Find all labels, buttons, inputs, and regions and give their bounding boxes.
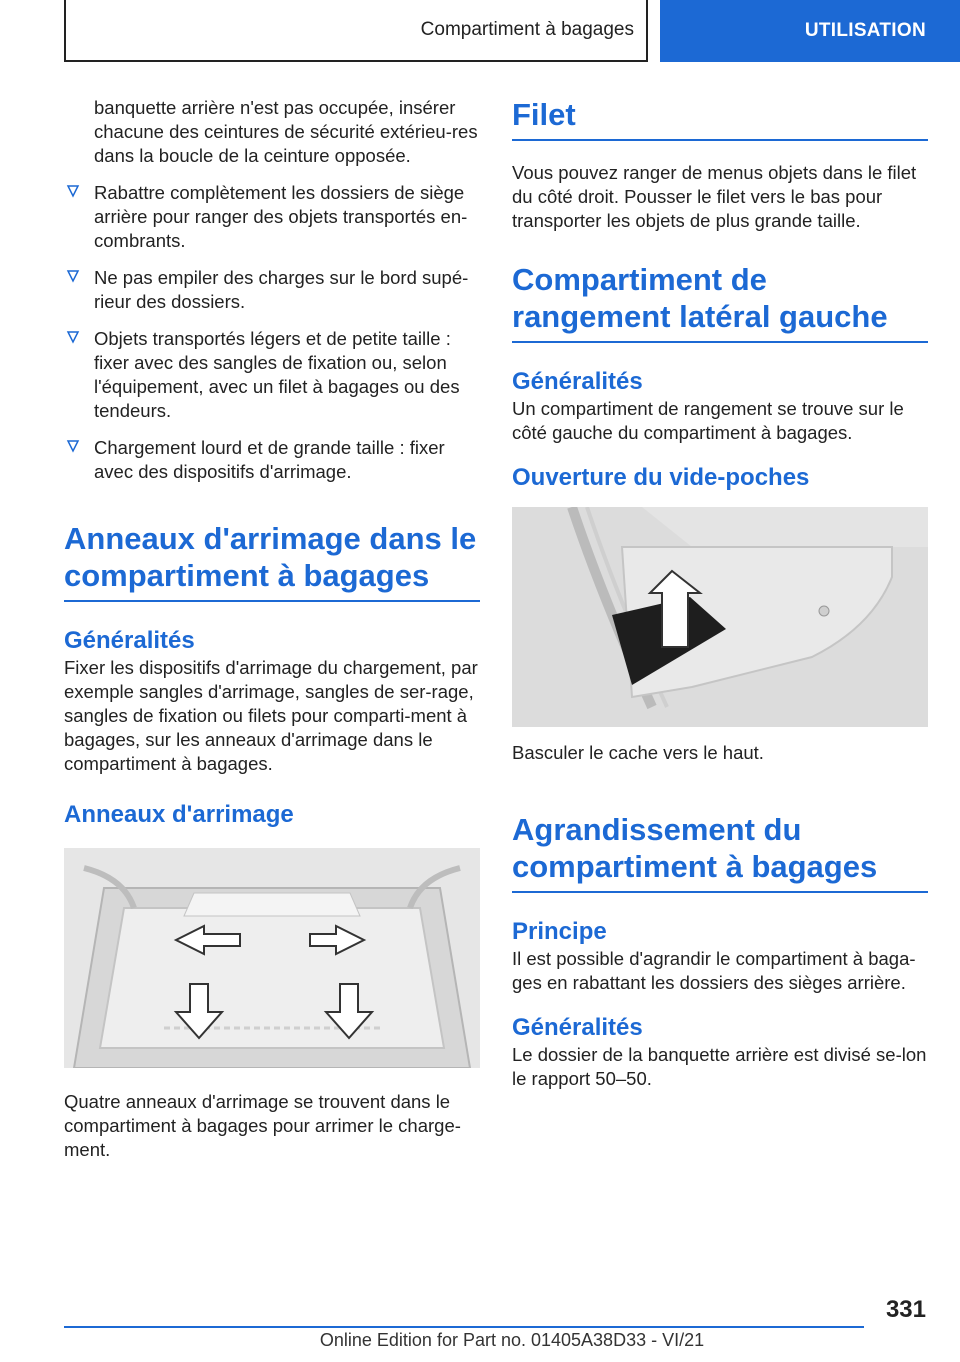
chapter-tab-label: UTILISATION <box>804 20 926 41</box>
list-item <box>64 181 480 253</box>
list-item-text: Ne pas empiler des charges sur le bord supé-rieur des dossiers. <box>94 267 469 312</box>
chapter-tab[interactable] <box>660 0 960 62</box>
trunk-illustration <box>64 848 480 1068</box>
left-column <box>64 96 480 1162</box>
subheading-generalites: Généralités <box>512 368 643 395</box>
triangle-bullet-icon <box>66 269 80 283</box>
subheading-generalites: Généralités <box>64 627 195 654</box>
intro-continuation: banquette arrière n'est pas occupée, insérer chacune des ceintures de sécurité extérieu-res dans la boucle de la ceinture opposée. <box>94 97 478 166</box>
ouverture-caption: Basculer le cache vers le haut. <box>512 742 764 763</box>
storage-compartment-figure <box>512 507 928 727</box>
subheading-anneaux: Anneaux d'arrimage <box>64 801 294 828</box>
page-number: 331 <box>885 1296 926 1323</box>
storage-illustration <box>512 507 928 727</box>
subheading-ouverture: Ouverture du vide-poches <box>512 464 810 491</box>
header-section-title-box <box>64 0 648 62</box>
right-column <box>512 96 928 1091</box>
triangle-bullet-icon <box>66 184 80 198</box>
list-item-text: Rabattre complètement les dossiers de siège arrière pour ranger des objets transportés en-combrants. <box>94 182 468 251</box>
list-item <box>64 266 480 314</box>
section-heading-agrandissement: Agrandissement du compartiment à bagages <box>512 811 928 893</box>
triangle-bullet-icon <box>66 330 80 344</box>
header-section-title: Compartiment à bagages <box>420 19 634 40</box>
list-item <box>64 327 480 423</box>
subheading-principe: Principe <box>512 918 607 945</box>
list-item <box>64 436 480 484</box>
principe-text: Il est possible d'agrandir le compartiment à baga-ges en rabattant les dossiers des sièges arrière. <box>512 948 916 993</box>
subheading-generalites-2: Généralités <box>512 1014 643 1041</box>
section-heading-filet: Filet <box>512 96 928 141</box>
generalites2-text: Le dossier de la banquette arrière est divisé se-lon le rapport 50–50. <box>512 1044 927 1089</box>
filet-text: Vous pouvez ranger de menus objets dans le filet du côté droit. Pousser le filet vers le bas pour transporter les objets de plus grande taille. <box>512 162 917 231</box>
generalites-text: Fixer les dispositifs d'arrimage du chargement, par exemple sangles d'arrimage, sangles de ser-rage, sangles de fixation ou filets pour comparti-ment à bagages, sur les anneaux d'arrimage dans le compartiment à bagages. <box>64 657 478 774</box>
compartiment-generalites-text: Un compartiment de rangement se trouve sur le côté gauche du compartiment à bagages. <box>512 398 904 443</box>
section-heading-anneaux: Anneaux d'arrimage dans le compartiment à bagages <box>64 520 480 602</box>
footer-edition-text: Online Edition for Part no. 01405A38D33 - VI/21 <box>319 1330 705 1350</box>
footer-divider <box>64 1326 864 1328</box>
section-heading-compartiment: Compartiment de rangement latéral gauche <box>512 261 928 343</box>
anneaux-caption: Quatre anneaux d'arrimage se trouvent dans le compartiment à bagages pour arrimer le charge-ment. <box>64 1091 461 1160</box>
trunk-tie-down-figure <box>64 848 480 1068</box>
triangle-bullet-icon <box>66 439 80 453</box>
list-item-text: Objets transportés légers et de petite taille : fixer avec des sangles de fixation ou, selon l'équipement, avec un filet à bagages ou des tendeurs. <box>94 328 460 421</box>
list-item-text: Chargement lourd et de grande taille : fixer avec des dispositifs d'arrimage. <box>94 437 445 482</box>
